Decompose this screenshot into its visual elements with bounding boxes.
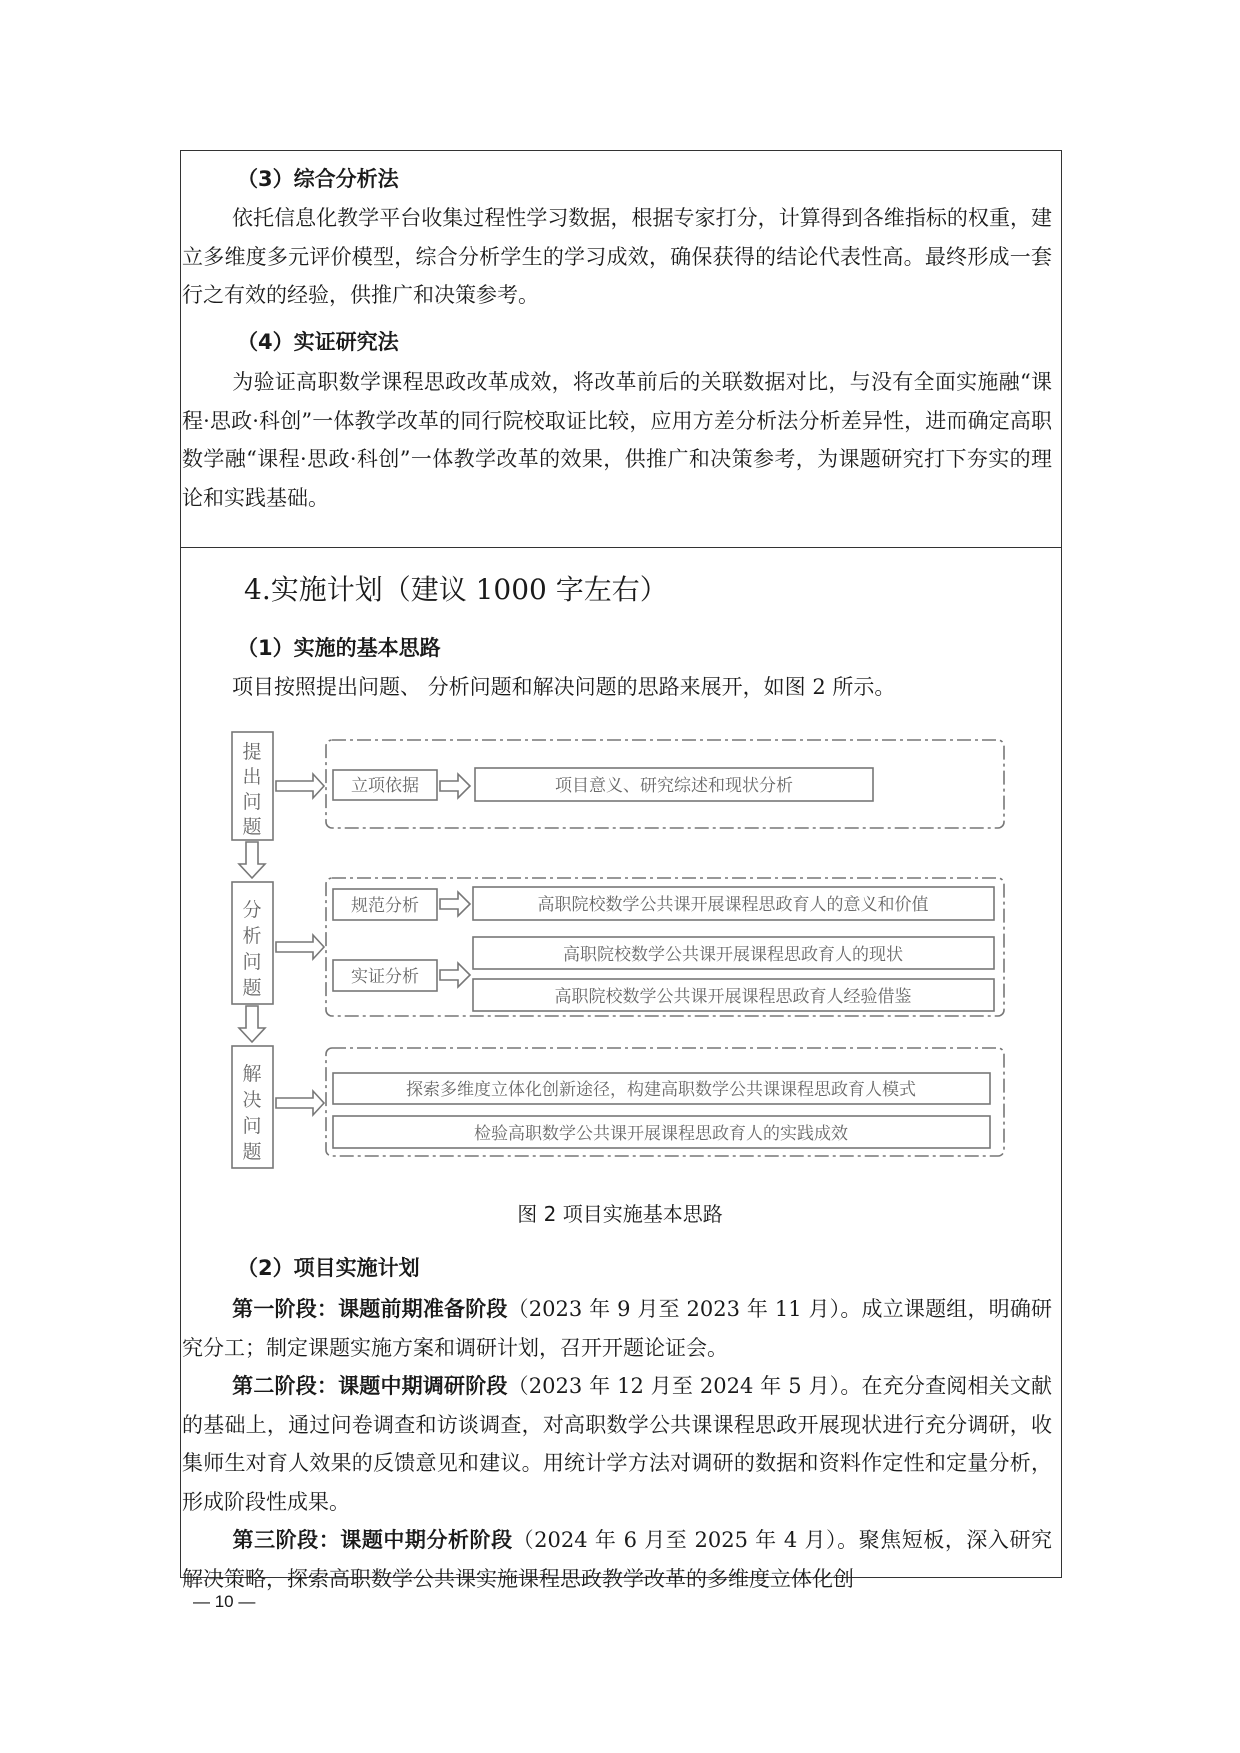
paragraph-intro: 项目按照提出问题、 分析问题和解决问题的思路来展开，如图 2 所示。 [232,675,896,699]
label-empirical: 实证分析 [351,967,419,987]
heading-method4: （4）实证研究法 [237,330,399,354]
box-value: 高职院校数学公共课开展课程思政育人的意义和价值 [537,895,929,915]
box-explore: 探索多维度立体化创新途径，构建高职数学公共课课程思政育人模式 [406,1080,916,1100]
heading-plan: （2）项目实施计划 [237,1256,420,1280]
stage3-char: 决 [242,1089,262,1111]
paragraph-phase3: 第三阶段：课题中期分析阶段（2024 年 6 月至 2025 年 4 月）。聚焦短板，深入研究解决策略，探索高职数学公共课实施课程思政教学改革的多维度立体化创 [182,1528,1053,1591]
box-experience: 高职院校数学公共课开展课程思政育人经验借鉴 [554,987,912,1007]
box-verify: 检验高职数学公共课开展课程思政育人的实践成效 [474,1124,848,1144]
stage1-char: 题 [242,816,262,838]
page-number: — 10 — [193,1592,256,1611]
stage1-char: 问 [242,791,262,813]
box-status: 高职院校数学公共课开展课程思政育人的现状 [563,945,903,965]
phase3-title: 第三阶段：课题中期分析阶段 [232,1528,513,1552]
paragraph-method4: 为验证高职数学课程思政改革成效，将改革前后的关联数据对比，与没有全面实施融“课程·思政·科创”一体教学改革的同行院校取证比较，应用方差分析法分析差异性，进而确定高职数学融“课程·思政·科创”一体教学改革的效果，供推广和决策参考，为课题研究打下夯实的理论和实践基础。 [182,370,1052,510]
section-title: 4.实施计划（建议 1000 字左右） [244,573,668,606]
box-significance: 项目意义、研究综述和现状分析 [555,776,793,796]
stage2-char: 析 [242,925,262,947]
figure-caption: 图 2 项目实施基本思路 [517,1202,723,1226]
paragraph-method3: 依托信息化教学平台收集过程性学习数据，根据专家打分，计算得到各维指标的权重，建立多维度多元评价模型，综合分析学生的学习成效，确保获得的结论代表性高。最终形成一套行之有效的经验，供推广和决策参考。 [182,206,1052,307]
paragraph-phase1: 第一阶段：课题前期准备阶段（2023 年 9 月至 2023 年 11 月）。成立课题组，明确研究分工；制定课题实施方案和调研计划，召开开题论证会。 [182,1297,1052,1360]
paragraph-phase2: 第二阶段：课题中期调研阶段（2023 年 12 月至 2024 年 5 月）。在充分查阅相关文献的基础上，通过问卷调查和访谈调查，对高职数学公共课课程思政开展现状进行充分调研，收集师生对育人效果的反馈意见和建议。用统计学方法对调研的数据和资料作定性和定量分析，形成阶段性成果。 [182,1374,1052,1514]
heading-method3: （3）综合分析法 [237,167,399,191]
stage1-char: 出 [242,766,262,788]
stage2-char: 题 [242,977,262,999]
stage1-char: 提 [242,741,262,763]
label-basis: 立项依据 [351,776,419,796]
phase1-title: 第一阶段：课题前期准备阶段 [232,1297,508,1321]
phase2-title: 第二阶段：课题中期调研阶段 [232,1374,508,1398]
stage3-char: 解 [242,1063,262,1085]
label-normative: 规范分析 [351,896,419,916]
stage2-char: 问 [242,951,262,973]
stage3-char: 问 [242,1115,262,1137]
stage3-char: 题 [242,1141,262,1163]
stage2-char: 分 [242,899,262,921]
heading-basic-idea: （1）实施的基本思路 [237,636,441,660]
